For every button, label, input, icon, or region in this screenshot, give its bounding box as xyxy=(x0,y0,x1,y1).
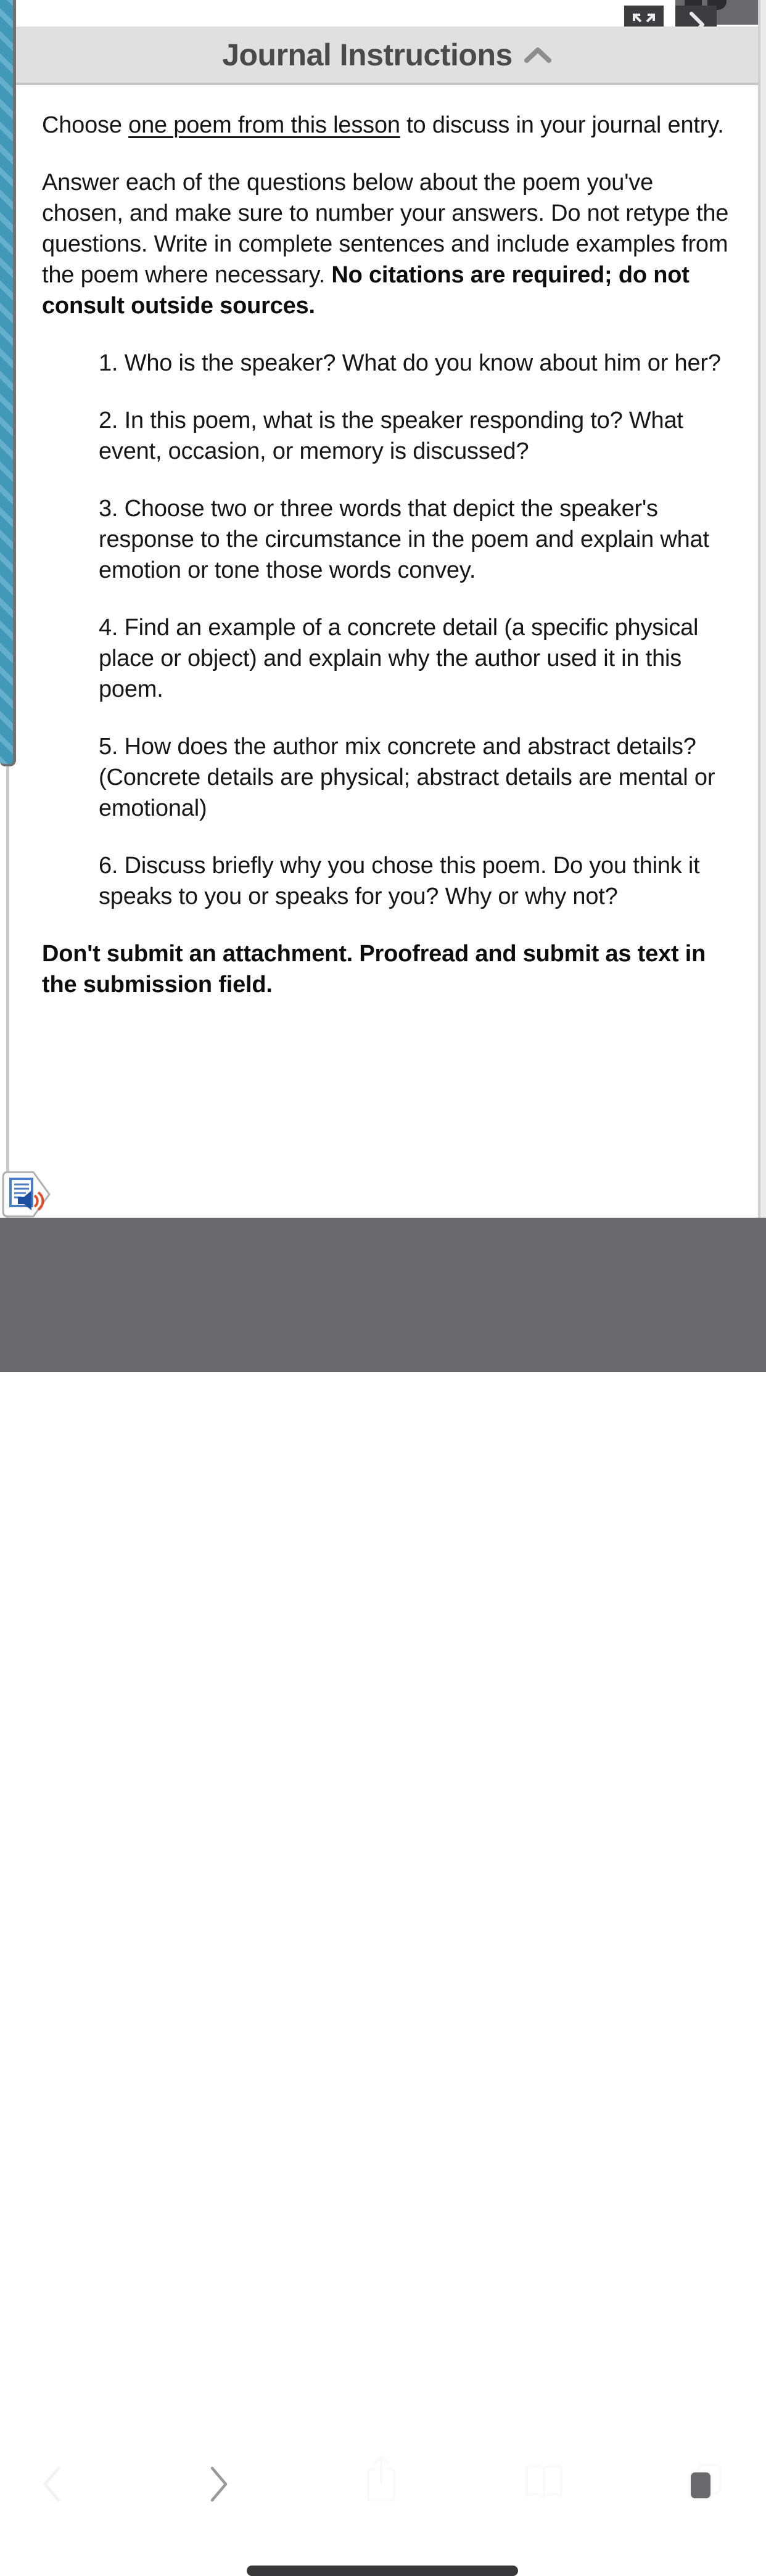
scroll-track-line xyxy=(6,766,9,1218)
chevron-up-icon xyxy=(524,46,552,67)
intro-paragraph xyxy=(42,110,731,141)
home-indicator[interactable] xyxy=(247,2566,518,2576)
question-item-1: 1. Who is the speaker? What do you know about him or her? xyxy=(99,350,721,376)
bookmarks-button[interactable] xyxy=(521,2462,567,2504)
question-item-2: 2. In this poem, what is the speaker responding to? What event, occasion, or memory is discussed? xyxy=(99,408,683,464)
submission-note: Don't submit an attachment. Proofread and submit as text in the submission field. xyxy=(42,941,706,998)
panel-title: Journal Instructions xyxy=(222,37,513,72)
question-item-3: 3. Choose two or three words that depict the speaker's response to the circumstance in the poem and explain what emotion or tone those words convey. xyxy=(99,496,709,583)
bookmarks-book-icon xyxy=(521,2495,567,2504)
question-list xyxy=(42,348,731,912)
intro-text: Choose xyxy=(42,112,129,138)
question-item-4: 4. Find an example of a concrete detail (a specific physical place or object) and explain why the author used it in this poem. xyxy=(99,615,699,702)
directions-text: Answer each of the questions below about the poem you've chosen, and make sure to number your answers. Do not retype the questions. Write in complete sentences and include examples from the poem where necessary. xyxy=(42,170,729,288)
tabs-icon xyxy=(685,2495,727,2504)
share-icon xyxy=(363,2496,399,2506)
tabs-button[interactable] xyxy=(685,2462,727,2504)
back-chevron-icon xyxy=(39,2496,66,2506)
question-item-5: 5. How does the author mix concrete and abstract details? (Concrete details are physical; abstract details are mental or emotional) xyxy=(99,734,715,821)
forward-chevron-icon xyxy=(205,2496,232,2506)
directions-paragraph xyxy=(42,167,731,321)
back-button[interactable] xyxy=(39,2464,66,2506)
no-citations-note: No citations are required; do not consult outside sources. xyxy=(42,262,690,319)
intro-text: to discuss in your journal entry. xyxy=(400,112,724,138)
cutoff-shape xyxy=(685,0,702,6)
forward-button[interactable] xyxy=(205,2464,232,2506)
journal-instructions-header[interactable] xyxy=(16,27,758,86)
instructions-body xyxy=(16,85,758,1218)
browser-toolbar xyxy=(0,1218,766,1372)
right-scroll-track xyxy=(758,0,766,1218)
question-item-6: 6. Discuss briefly why you chose this poem. Do you think it speaks to you or speaks for you? Why or why not? xyxy=(99,853,700,909)
teal-scrollbar-thumb[interactable] xyxy=(0,0,16,766)
poem-lesson-link[interactable]: one poem from this lesson xyxy=(128,112,400,138)
share-button[interactable] xyxy=(363,2453,399,2506)
left-scroll-rail xyxy=(0,0,16,1218)
read-aloud-button[interactable] xyxy=(1,1171,52,1218)
